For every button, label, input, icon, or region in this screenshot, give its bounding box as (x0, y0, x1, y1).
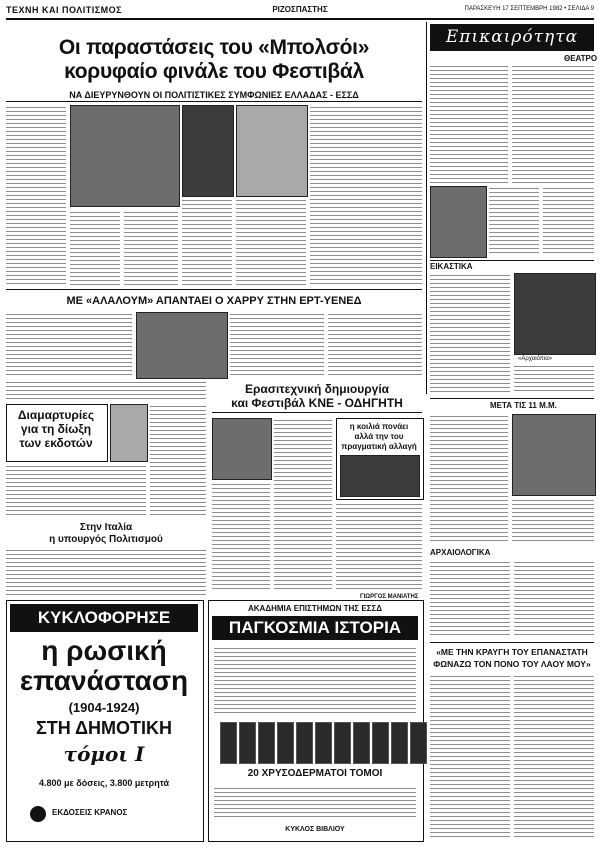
poster-line1: η κοιλιά πονάει (349, 422, 409, 431)
diamartyries-text-2 (6, 464, 146, 516)
divider (212, 412, 422, 413)
festival-line2: και Φεστιβάλ ΚΝΕ - ΟΔΗΓΗΤΗ (231, 396, 403, 410)
italy-line1: Στην Ιταλία (79, 522, 133, 533)
poster-line3: πραγματική αλλαγή (341, 442, 417, 451)
alaloum-text-1 (6, 312, 132, 377)
theatre-text-1 (430, 64, 508, 184)
poster-line2: αλλά την του (354, 432, 404, 441)
meta-text-1 (430, 414, 508, 544)
eikastika-caption-text (514, 364, 594, 394)
lead-body-col5 (236, 198, 306, 285)
bottom-right-line1: «ΜΕ ΤΗΝ ΚΡΑΥΓΗ ΤΟΥ ΕΠΑΝΑΣΤΑΤΗ (436, 647, 588, 657)
festival-text-3 (336, 502, 422, 592)
book-set-illustration (220, 722, 427, 764)
festival-text-1 (212, 482, 270, 592)
festival-text-2 (274, 418, 332, 592)
bottom-right-text-1 (430, 674, 510, 840)
lead-body-col6 (310, 105, 422, 285)
diamartyries-headline (8, 408, 104, 450)
history-ad-text (214, 646, 416, 716)
lead-body-col2 (70, 210, 120, 285)
book-title-line2: επανάσταση (19, 665, 189, 696)
diamartyries-text-1 (150, 404, 206, 516)
newspaper-name: ΡΙΖΟΣΠΑΣΤΗΣ (272, 5, 328, 14)
divider (430, 398, 594, 399)
theatre-photo-1 (430, 186, 487, 258)
ballet-photo-2 (182, 105, 234, 197)
alaloum-text-3 (328, 312, 422, 377)
ballet-photo-3 (236, 105, 308, 197)
theatre-text-3 (489, 186, 539, 256)
theatre-text-2 (512, 64, 594, 184)
publisher-footer: ΚΥΚΛΟΣ ΒΙΒΛΙΟΥ (285, 826, 345, 833)
page-header (6, 4, 594, 20)
eikastika-text (430, 273, 510, 393)
book-price: 4.800 με δόσεις, 3.800 μετρητά (38, 778, 170, 788)
book-spine-icon (296, 722, 313, 764)
diamartyries-line1: Διαμαρτυρίες (17, 408, 95, 422)
book-ad-kyklofories: ΚΥΚΛΟΦΟΡΗΣΕ (10, 604, 198, 632)
theatre-text-4 (543, 186, 594, 256)
book-spine-icon (391, 722, 408, 764)
book-spine-icon (334, 722, 351, 764)
bottom-right-headline (428, 646, 596, 670)
alaloum-text-4 (6, 380, 206, 402)
divider (6, 289, 422, 290)
italy-text (6, 548, 206, 596)
academy-line: ΑΚΑΔΗΜΙΑ ΕΠΙΣΤΗΜΩΝ ΤΗΣ ΕΣΣΔ (248, 604, 382, 613)
festival-photo-1 (212, 418, 272, 480)
volumes-line: 20 ΧΡΥΣΟΔΕΡΜΑΤΟΙ ΤΟΜΟΙ (247, 768, 383, 779)
lead-body-col3 (124, 210, 178, 285)
meta-text-2 (512, 498, 594, 544)
poster-text (338, 422, 420, 452)
book-publisher: ΕΚΔΟΣΕΙΣ ΚΡΑΝΟΣ (52, 808, 128, 817)
book-spine-icon (239, 722, 256, 764)
archaiologika-text-2 (514, 560, 594, 638)
history-title: ΠΑΓΚΟΣΜΙΑ ΙΣΤΟΡΙΑ (212, 616, 418, 640)
italy-headline (6, 522, 206, 546)
divider (6, 101, 422, 102)
eikastika-photo (514, 273, 596, 355)
book-spine-icon (353, 722, 370, 764)
book-spine-icon (220, 722, 237, 764)
divider (430, 642, 594, 643)
diamartyries-line2: για τη δίωξη (20, 422, 92, 436)
book-spine-icon (258, 722, 275, 764)
diamartyries-line3: των εκδοτών (19, 436, 93, 450)
history-ad-small-text (214, 786, 416, 820)
alaloum-photo (136, 312, 228, 379)
lead-headline-line1: Οι παραστάσεις του «Μπολσόι» (58, 36, 370, 59)
festival-line1: Ερασιτεχνική δημιουργία (244, 382, 390, 396)
book-years: (1904-1924) (68, 700, 140, 715)
author-byline: ΓΙΩΡΓΟΣ ΜΑΝΙΑΤΗΣ (360, 594, 419, 600)
dateline: ΠΑΡΑΣΚΕΥΗ 17 ΣΕΠΤΕΜΒΡΗ 1982 • ΣΕΛΙΔΑ 9 (464, 6, 594, 12)
archaiologika-label: ΑΡΧΑΙΟΛΟΓΙΚΑ (430, 548, 491, 557)
lead-headline (6, 36, 422, 84)
lead-body-col1 (6, 105, 66, 285)
publisher-photo (110, 404, 148, 462)
book-title-line1: η ρωσική (41, 635, 167, 666)
bottom-right-line2: ΦΩΝΑΖΩ ΤΟΝ ΠΟΝΟ ΤΟΥ ΛΑΟΥ ΜΟΥ» (433, 659, 591, 669)
lead-subhead: ΝΑ ΔΙΕΥΡΥΝΘΟΥΝ ΟΙ ΠΟΛΙΤΙΣΤΙΚΕΣ ΣΥΜΦΩΝΙΕΣ ΕΛΛΑΔΑΣ - ΕΣΣΔ (69, 90, 359, 100)
meta-photo (512, 414, 596, 496)
book-spine-icon (410, 722, 427, 764)
photo-caption: «Αρχαιόπια» (518, 356, 553, 362)
book-spine-icon (277, 722, 294, 764)
eikastika-label: ΕΙΚΑΣΤΙΚΑ (430, 262, 473, 271)
publisher-logo-icon (30, 806, 46, 822)
ballet-photo-1 (70, 105, 180, 207)
meta-label: ΜΕΤΑ ΤΙΣ 11 Μ.Μ. (490, 401, 557, 410)
book-title-line3: ΣΤΗ ΔΗΜΟΤΙΚΗ (35, 718, 173, 738)
italy-line2: η υπουργός Πολιτισμού (49, 534, 163, 545)
lead-body-col4 (182, 198, 232, 285)
section-title: ΤΕΧΝΗ ΚΑΙ ΠΟΛΙΤΙΣΜΟΣ (6, 5, 123, 15)
book-spine-icon (372, 722, 389, 764)
book-volume: τόμοι Ι (63, 742, 145, 766)
alaloum-text-2 (230, 312, 324, 377)
book-spine-icon (315, 722, 332, 764)
poster-illustration (340, 455, 420, 497)
bottom-right-text-2 (514, 674, 594, 840)
theatre-label: ΘΕΑΤΡΟ (564, 54, 598, 63)
festival-headline (212, 382, 422, 410)
divider (430, 260, 594, 261)
sidebar-title: Επικαιρότητα (430, 24, 594, 51)
lead-headline-line2: κορυφαίο φινάλε του Φεστιβάλ (64, 60, 364, 83)
archaiologika-text-1 (430, 560, 510, 638)
alaloum-headline: ΜΕ «ΑΛΑΛΟΥΜ» ΑΠΑΝΤΑΕΙ Ο ΧΑΡΡΥ ΣΤΗΝ ΕΡΤ-ΥΕΝΕΔ (66, 295, 362, 307)
column-rule (426, 22, 427, 394)
book-ad-title (10, 636, 198, 696)
